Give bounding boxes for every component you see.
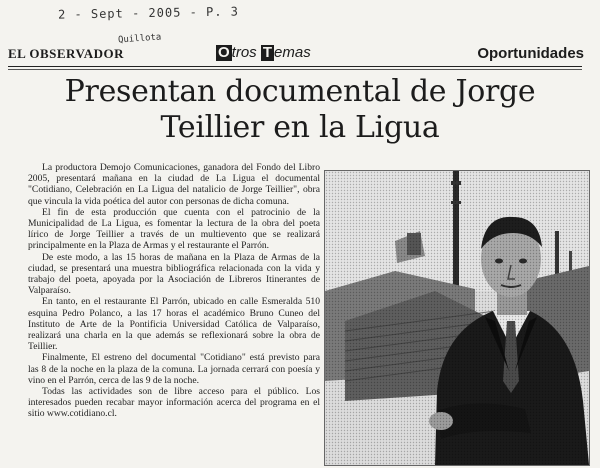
- handwritten-place-note: Quillota: [117, 32, 162, 46]
- section-word-rest-1: tros: [231, 44, 257, 61]
- masthead-rule: [8, 66, 582, 67]
- article-paragraph: De este modo, a las 15 horas de mañana en la Plaza de Armas de la ciudad, se presentará una muestra bibliográfica relacionada con la vida y trabajo del poeta, apoyada por la Asociación de Libreros Itinerantes de Valparaíso.: [28, 251, 320, 297]
- article-paragraph: Finalmente, El estreno del documental "Cotidiano" está previsto para las 8 de la noche en la plaza de la comuna. La jornada cerrará con poesía y vino en el Parrón, cerca de las 9 de la noche.: [28, 352, 320, 386]
- article-headline: [20, 74, 580, 146]
- section-initial-o: O: [218, 44, 230, 61]
- article-paragraph: En tanto, en el restaurante El Parrón, ubicado en calle Esmeralda 510 esquina Pedro Polanco, a las 17 horas el académico Bruno Cuneo del Instituto de Arte de la Pontificia Universidad Católica de Valparaíso, realizará una charla en la que además se reflexionará sobre la obra de Teillier.: [28, 296, 320, 353]
- section-name: [216, 44, 311, 61]
- masthead-rule-thin: [8, 69, 582, 70]
- article-photo: [324, 170, 590, 466]
- section-label-right: Oportunidades: [477, 45, 584, 62]
- section-initial-t: T: [262, 44, 273, 61]
- newspaper-name: EL OBSERVADOR: [8, 46, 124, 61]
- article-paragraph: Todas las actividades son de libre acceso para el público. Los interesados pueden recabar mayor información acerca del programa en el sitio www.cotidiano.cl.: [28, 386, 320, 420]
- article-paragraph: El fin de esta producción que cuenta con el patrocinio de la Municipalidad de La Ligua, es fomentar la lectura de la obra del poeta lírico de Jorge Teillier a través de un multievento que se realizará principalmente en la Plaza de Armas y el restaurante el Parrón.: [28, 206, 320, 252]
- headline-line-2: Teillier en la Ligua: [160, 110, 440, 145]
- article-paragraph: La productora Demojo Comunicaciones, ganadora del Fondo del Libro 2005, presentará mañana en la ciudad de La Ligua el documental "Cotidiano, Celebración en La Ligua del natalicio de Jorge Teillier", obra que vincula la vida poética del autor con personas de dicha comuna.: [28, 162, 320, 207]
- masthead: [8, 44, 588, 66]
- article-body: [28, 162, 320, 466]
- photo-man-by-rooftops: [325, 171, 589, 465]
- section-word-rest-2: emas: [274, 44, 311, 61]
- headline-line-1: Presentan documental de Jorge: [64, 74, 536, 109]
- handwritten-date-note: 2 - Sept - 2005 - P. 3: [57, 4, 240, 22]
